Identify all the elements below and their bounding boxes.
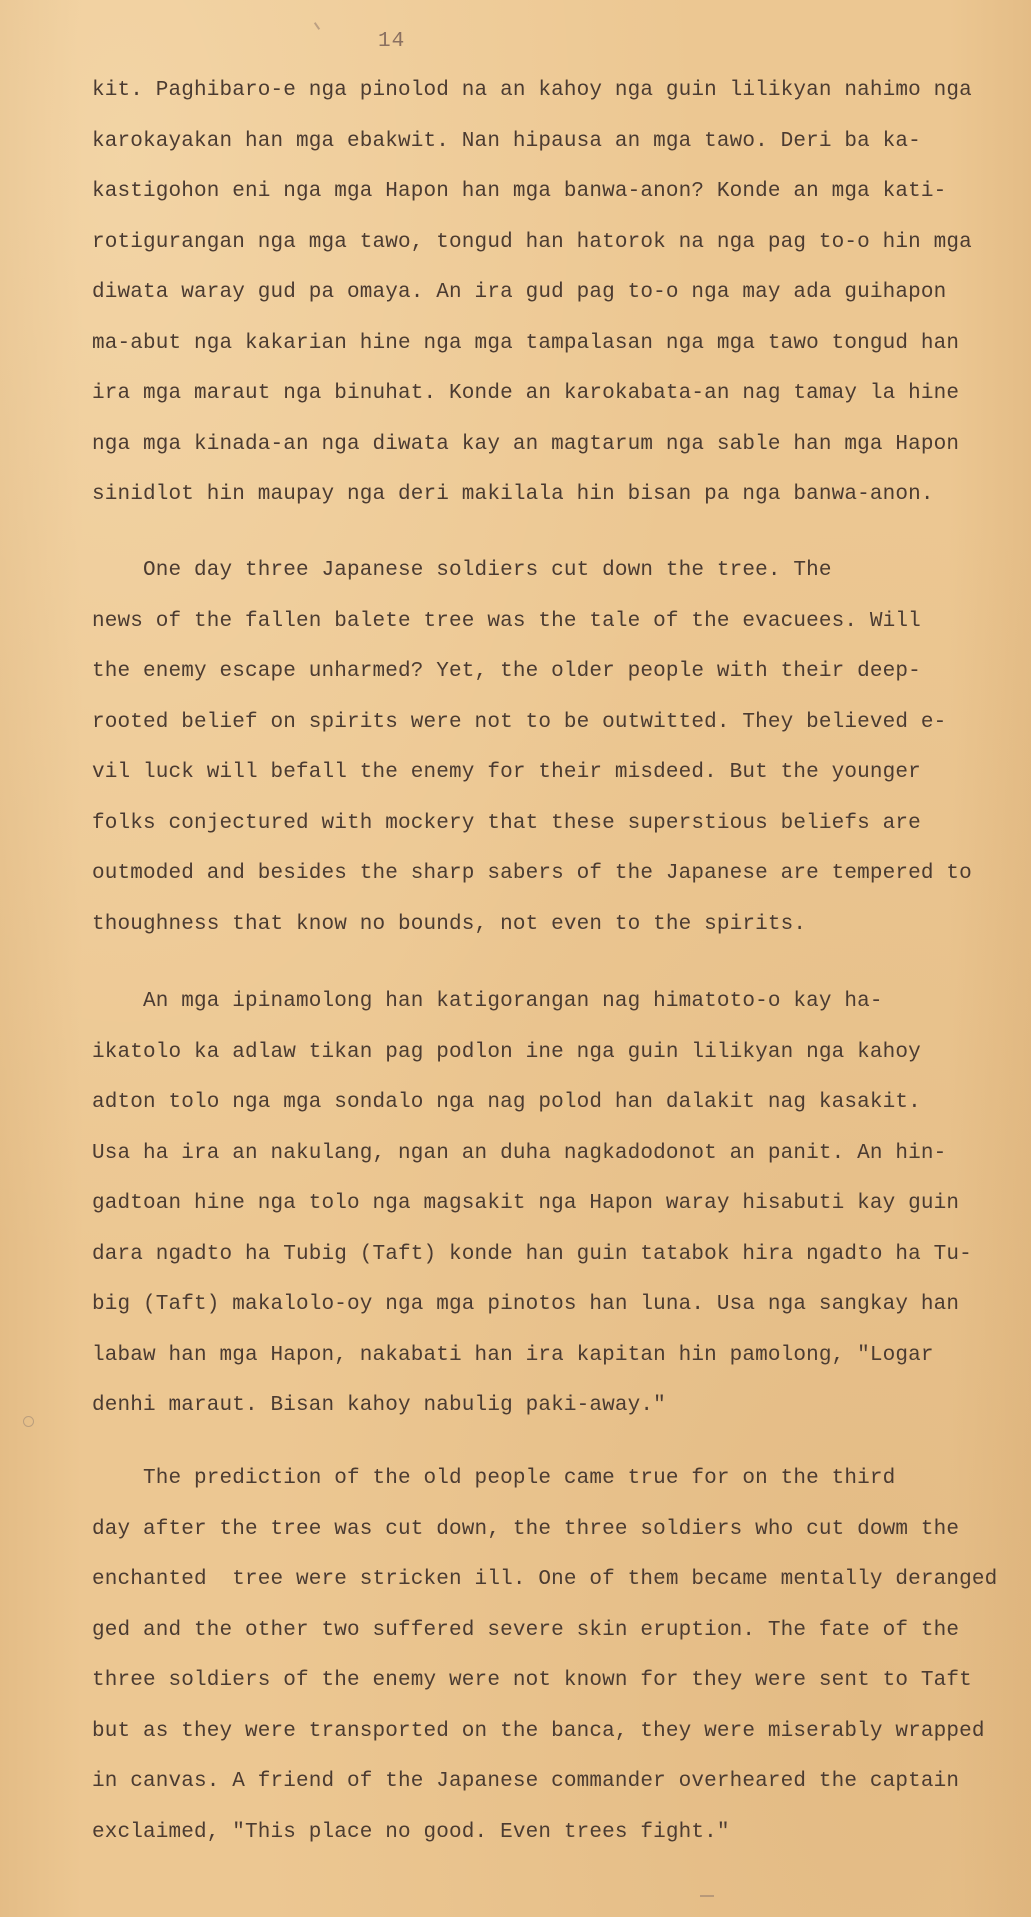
text-line: karokayakan han mga ebakwit. Nan hipausa an mga tawo. Deri ba ka- [92,129,921,153]
text-line: but as they were transported on the banca, they were miserably wrapped [92,1719,985,1743]
text-line: enchanted tree were stricken ill. One of them became mentally deranged [92,1568,998,1591]
text-line: folks conjectured with mockery that these superstious beliefs are [92,811,921,835]
text-line: dara ngadto ha Tubig (Taft) konde han guin tatabok hira ngadto ha Tu- [92,1242,972,1266]
text-line: vil luck will befall the enemy for their misdeed. But the younger [92,761,921,784]
text-line: rotigurangan nga mga tawo, tongud han hatorok na nga pag to-o hin mga [92,230,972,254]
page-number: 14 [378,30,406,53]
punch-hole-mark [23,1416,34,1427]
text-line: big (Taft) makalolo-oy nga mga pinotos han luna. Usa nga sangkay han [92,1293,960,1316]
text-line: in canvas. A friend of the Japanese commander overheared the captain [92,1770,960,1793]
text-line: thoughness that know no bounds, not even to the spirits. [92,912,807,936]
paragraph-english-1 [92,546,992,950]
paragraph-waray-1 [92,66,992,521]
text-line: ikatolo ka adlaw tikan pag podlon ine nga guin lilikyan nga kahoy [92,1040,921,1064]
text-line: denhi maraut. Bisan kahoy nabulig paki-away." [92,1394,666,1417]
text-line: An mga ipinamolong han katigorangan nag himatoto-o kay ha- [92,990,883,1013]
text-line: One day three Japanese soldiers cut down the tree. The [92,559,832,582]
text-line: sinidlot hin maupay nga deri makilala hin bisan pa nga banwa-anon. [92,483,934,506]
paragraph-waray-2 [92,977,992,1432]
text-line: gadtoan hine nga tolo nga magsakit nga Hapon waray hisabuti kay guin [92,1192,960,1215]
text-line: three soldiers of the enemy were not known for they were sent to Taft [92,1669,972,1692]
text-line: ma-abut nga kakarian hine nga mga tampalasan nga mga tawo tongud han [92,331,960,355]
text-line: kit. Paghibaro-e nga pinolod na an kahoy nga guin lilikyan nahimo nga [92,79,972,102]
text-line: the enemy escape unharmed? Yet, the older people with their deep- [92,660,921,683]
text-line: ged and the other two suffered severe skin eruption. The fate of the [92,1618,960,1642]
text-line: adton tolo nga mga sondalo nga nag polod han dalakit nag kasakit. [92,1091,921,1114]
text-line: exclaimed, "This place no good. Even trees fight." [92,1820,730,1844]
text-line: diwata waray gud pa omaya. An ira gud pag to-o nga may ada guihapon [92,281,947,304]
text-line: labaw han mga Hapon, nakabati han ira kapitan hin pamolong, "Logar [92,1343,934,1367]
text-line: Usa ha ira an nakulang, ngan an duha nagkadodonot an panit. An hin- [92,1141,947,1165]
text-line: news of the fallen balete tree was the tale of the evacuees. Will [92,609,921,633]
stray-mark [700,1895,714,1897]
text-line: ira mga maraut nga binuhat. Konde an karokabata-an nag tamay la hine [92,382,960,405]
text-line: day after the tree was cut down, the three soldiers who cut dowm the [92,1517,960,1541]
text-line: nga mga kinada-an nga diwata kay an magtarum nga sable han mga Hapon [92,432,960,456]
text-line: outmoded and besides the sharp sabers of the Japanese are tempered to [92,862,972,885]
paragraph-english-2 [92,1454,998,1858]
text-line: rooted belief on spirits were not to be outwitted. They believed e- [92,710,947,734]
text-line: The prediction of the old people came true for on the third [92,1467,896,1490]
text-line: kastigohon eni nga mga Hapon han mga banwa-anon? Konde an mga kati- [92,180,947,203]
stray-mark [314,22,320,30]
